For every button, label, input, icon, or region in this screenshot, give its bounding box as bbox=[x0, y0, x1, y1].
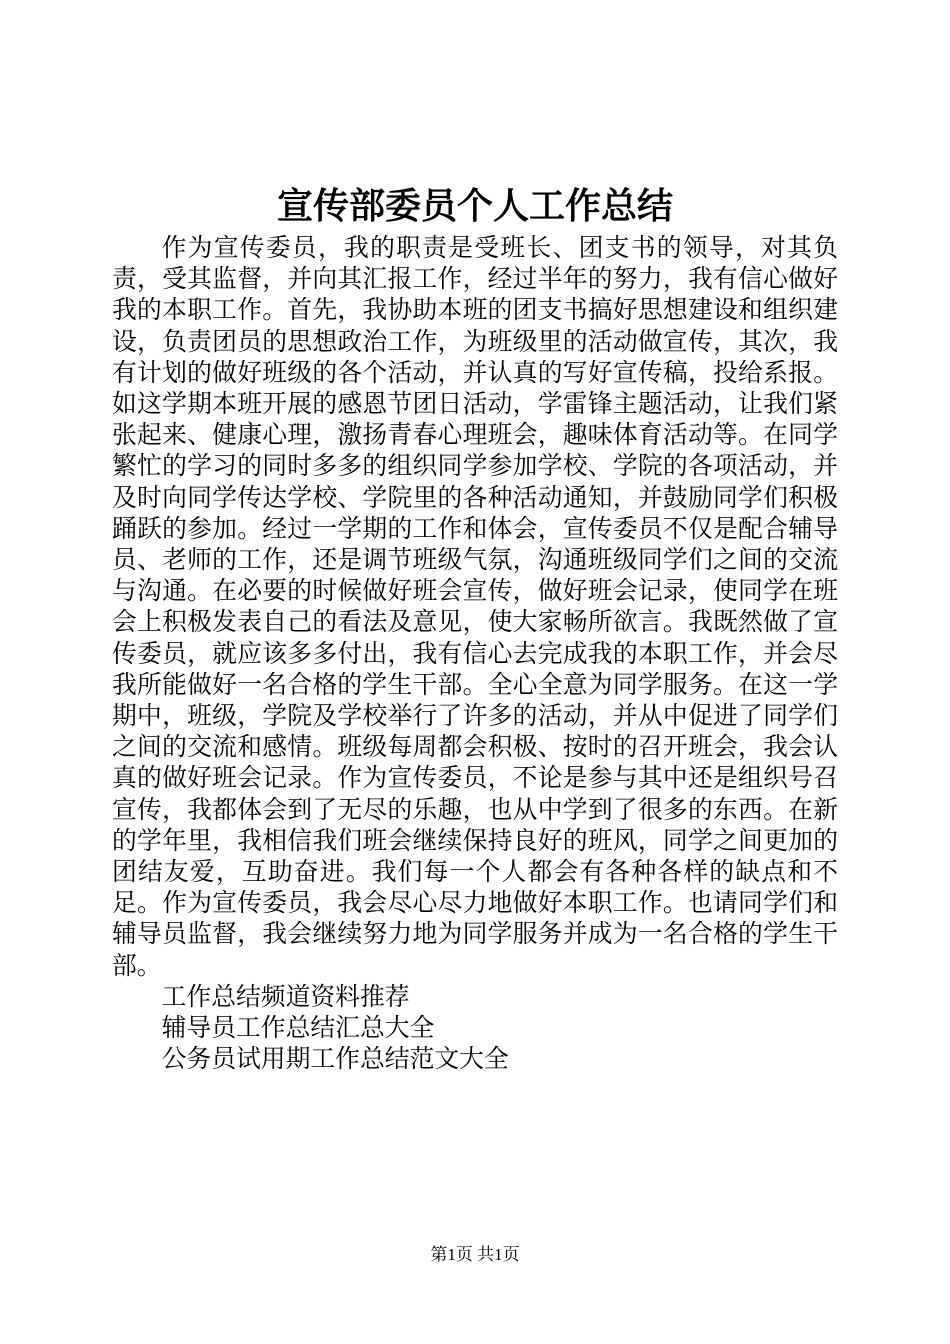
related-item-2: 辅导员工作总结汇总大全 bbox=[161, 1013, 435, 1043]
document-title: 宣传部委员个人工作总结 bbox=[276, 185, 673, 227]
related-item-1: 工作总结频道资料推荐 bbox=[161, 981, 410, 1011]
document-body bbox=[112, 232, 838, 1074]
related-item-3: 公务员试用期工作总结范文大全 bbox=[161, 1044, 509, 1074]
page-number: 第1页 共1页 bbox=[430, 1245, 520, 1264]
body-paragraph: 作为宣传委员，我的职责是受班长、团支书的领导，对其负责，受其监督，并向其汇报工作，经过半年的努力，我有信心做好我的本职工作。首先，我协助本班的团支书搞好思想建设和组织建设，负责团员的思想政治工作，为班级里的活动做宣传，其次，我有计划的做好班级的各个活动，并认真的写好宣传稿，投给系报。如这学期本班开展的感恩节团日活动，学雷锋主题活动，让我们紧张起来、健康心理，激扬青春心理班会，趣味体育活动等。在同学繁忙的学习的同时多多的组织同学参加学校、学院的各项活动，并及时向同学传达学校、学院里的各种活动通知，并鼓励同学们积极踊跃的参加。经过一学期的工作和体会，宣传委员不仅是配合辅导员、老师的工作，还是调节班级气氛，沟通班级同学们之间的交流与沟通。在必要的时候做好班会宣传，做好班会记录，使同学在班会上积极发表自己的看法及意见，使大家畅所欲言。我既然做了宣传委员，就应该多多付出，我有信心去完成我的本职工作，并会尽我所能做好一名合格的学生干部。全心全意为同学服务。在这一学期中，班级，学院及学校举行了许多的活动，并从中促进了同学们之间的交流和感情。班级每周都会积极、按时的召开班会，我会认真的做好班会记录。作为宣传委员，不论是参与其中还是组织号召宣传，我都体会到了无尽的乐趣，也从中学到了很多的东西。在新的学年里，我相信我们班会继续保持良好的班风，同学之间更加的团结友爱，互助奋进。我们每一个人都会有各种各样的缺点和不足。作为宣传委员，我会尽心尽力地做好本职工作。也请同学们和辅导员监督，我会继续努力地为同学服务并成为一名合格的学生干部。 bbox=[112, 233, 838, 980]
